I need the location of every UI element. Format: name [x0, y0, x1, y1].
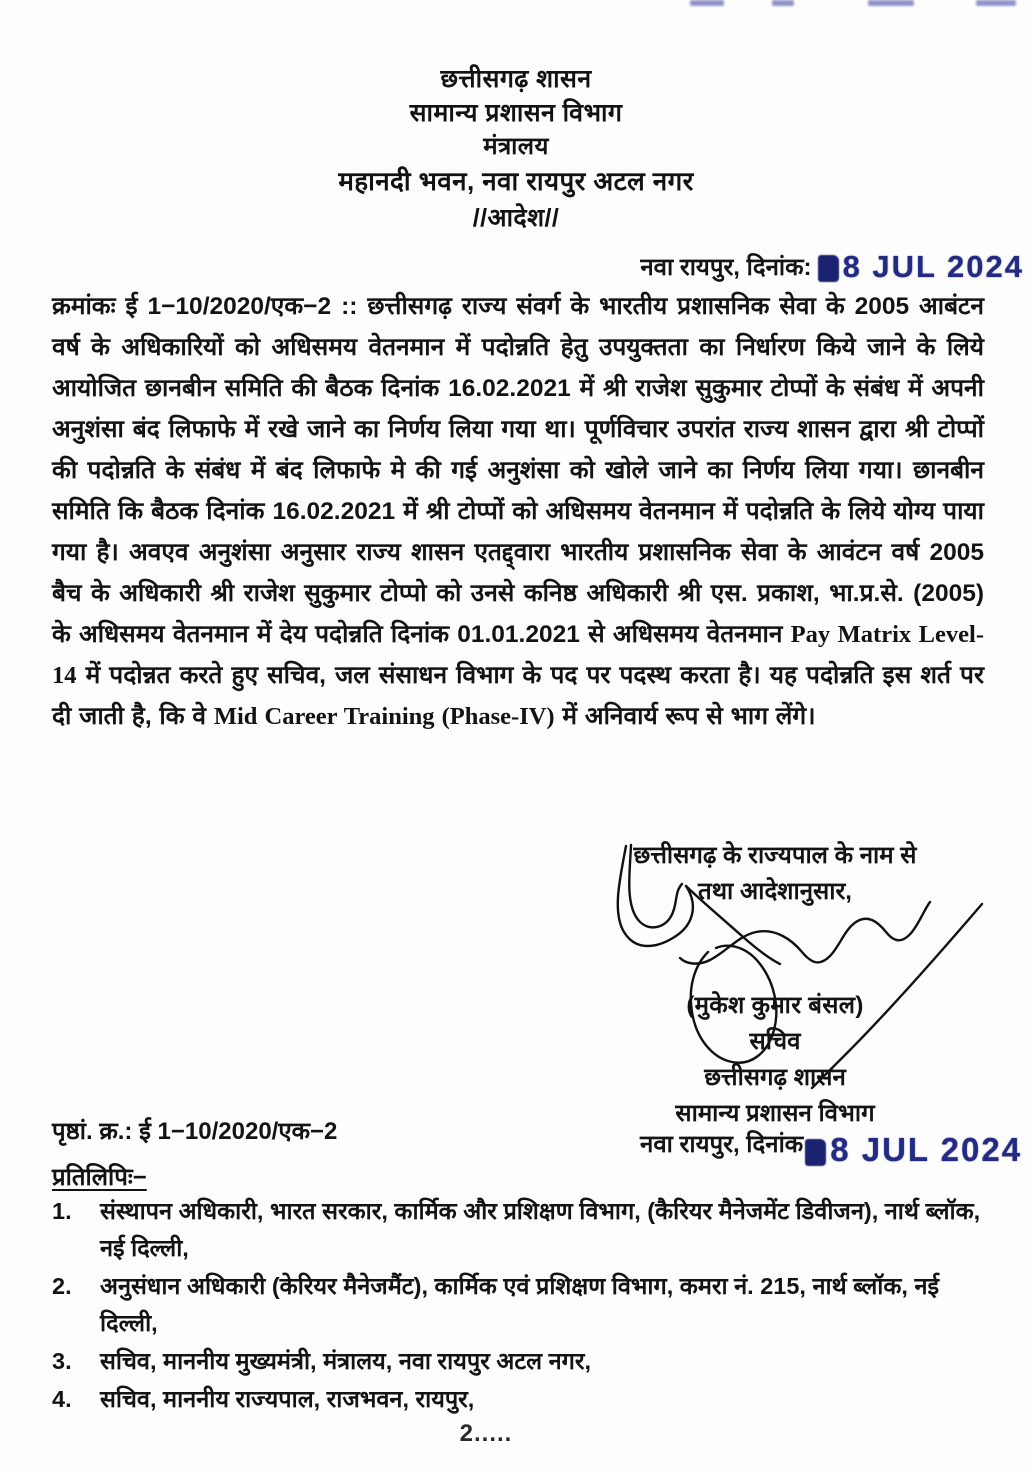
recipient-text: अनुसंधान अधिकारी (केरियर मैनेजमैंट), कार्मिक एवं प्रशिक्षण विभाग, कमरा नं. 215, नार्थ ब्लॉक, नई दिल्ली, — [100, 1273, 940, 1336]
letterhead-line-state: छत्तीसगढ़ शासन — [440, 65, 592, 93]
recipient-number: 2. — [52, 1273, 72, 1299]
recipient-text: सचिव, माननीय मुख्यमंत्री, मंत्रालय, नवा रायपुर अटल नगर, — [100, 1348, 592, 1374]
signature-block — [560, 838, 990, 1132]
reference-number: ई 1−10/2020/एक−2 — [125, 293, 332, 320]
endorsement-place-date — [640, 1122, 1023, 1168]
signatory-department: सामान्य प्रशासन विभाग — [675, 1100, 875, 1127]
body-text-end: में अनिवार्य रूप से भाग लेंगे। — [554, 703, 816, 730]
letterhead-line-department: सामान्य प्रशासन विभाग — [409, 99, 623, 127]
endorsement-place-label: नवा रायपुर, दिनांक — [640, 1131, 804, 1158]
reference-label: क्रमांकः — [52, 293, 116, 320]
recipient-number: 3. — [52, 1348, 72, 1374]
endorsement-ref-label: पृष्ठां. क्र.: — [52, 1118, 133, 1145]
signatory-government: छत्तीसगढ़ शासन — [704, 1064, 846, 1091]
body-main-text: छत्तीसगढ़ राज्य संवर्ग के भारतीय प्रशासनिक सेवा के 2005 आबंटन वर्ष के अधिकारियों को अधिसमय वेतनमान में पदोन्नति हेतु उपयुक्तता का निर्धारण किये जाने के लिये आयोजित छानबीन समिति की बैठक दिनांक 16.02.2021 में श्री राजेश सुकुमार टोप्पों के संबंध में अपनी अनुशंसा बंद लिफाफे में रखे जाने का निर्णय लिया गया था। पूर्णविचार उपरांत राज्य शासन द्वारा श्री टोप्पों की पदोन्नति के संबंध में बंद लिफाफे मे की गई अनुशंसा को खोले जाने का निर्णय लिया गया। छानबीन समिति कि बैठक दिनांक 16.02.2021 में श्री टोप्पों को अधिसमय वेतनमान में पदोन्नति के लिये योग्य पाया गया है। अवएव अनुशंसा अनुसार राज्य शासन एतद्द्वारा भारतीय प्रशासनिक सेवा के आवंटन वर्ष 2005 बैच के अधिकारी श्री राजेश सुकुमार टोप्पो को उनसे कनिष्ठ अधिकारी श्री एस. प्रकाश, भा.प्र.से. (2005) के अधिसमय वेतनमान में देय पदोन्नति दिनांक 01.01.2021 से अधिसमय वेतनमान — [52, 293, 985, 648]
recipient-list — [52, 1193, 982, 1419]
top-edge-artifact — [690, 0, 1020, 7]
recipient-text: संस्थापन अधिकारी, भारत सरकार, कार्मिक और प्रशिक्षण विभाग, (कैरियर मैनेजमेंट डिवीजन), नार्थ ब्लॉक, नई दिल्ली, — [100, 1198, 981, 1261]
recipient-number: 4. — [52, 1386, 72, 1412]
endorsement-date-stamp — [805, 1131, 1022, 1169]
endorsement-ref-number: ई 1−10/2020/एक−2 — [139, 1118, 338, 1145]
list-item — [52, 1193, 982, 1267]
signature-space — [560, 910, 990, 988]
place-date-label: नवा रायपुर, दिनांक: — [640, 254, 812, 281]
list-item — [52, 1343, 982, 1380]
list-item — [52, 1268, 982, 1342]
pay-matrix-level: Pay Matrix Level-14 — [52, 621, 984, 689]
place-date-line — [640, 247, 1024, 283]
by-order-line-1: छत्तीसगढ़ के राज्यपाल के नाम से — [633, 842, 917, 869]
ink-blot — [818, 255, 839, 282]
letterhead-line-secretariat: मंत्रालय — [483, 133, 549, 160]
recipient-text: सचिव, माननीय राज्यपाल, राजभवन, रायपुर, — [100, 1386, 475, 1412]
letterhead — [0, 62, 1032, 237]
page-continuation-marker: 2..... — [459, 1420, 513, 1447]
order-marker: //आदेश// — [472, 204, 560, 232]
endorsement-date-stamp-text: 8 JUL 2024 — [830, 1131, 1023, 1168]
signatory-designation: सचिव — [749, 1028, 801, 1055]
copy-to-label: प्रतिलिपिः− — [52, 1164, 147, 1191]
list-item — [52, 1381, 982, 1418]
letterhead-line-address: महानदी भवन, नवा रायपुर अटल नगर — [338, 166, 694, 196]
body-text-after-matrix: में पदोन्नत करते हुए सचिव, जल संसाधन विभाग के पद पर पदस्थ करता है। यह पदोन्नति इस शर्त पर दी जाती है, कि वे — [52, 662, 984, 730]
mid-career-training: Mid Career Training (Phase-IV) — [213, 703, 555, 730]
ink-blot — [805, 1139, 826, 1166]
signatory-name: (मुकेश कुमार बंसल) — [686, 992, 864, 1019]
reference-separator: :: — [341, 293, 358, 320]
by-order-line-2: तथा आदेशानुसार, — [698, 878, 852, 905]
endorsement-reference — [52, 1114, 337, 1147]
date-stamp — [818, 249, 1024, 285]
recipient-number: 1. — [52, 1198, 72, 1224]
date-stamp-text: 8 JUL 2024 — [842, 249, 1024, 284]
body-paragraph — [52, 286, 984, 737]
